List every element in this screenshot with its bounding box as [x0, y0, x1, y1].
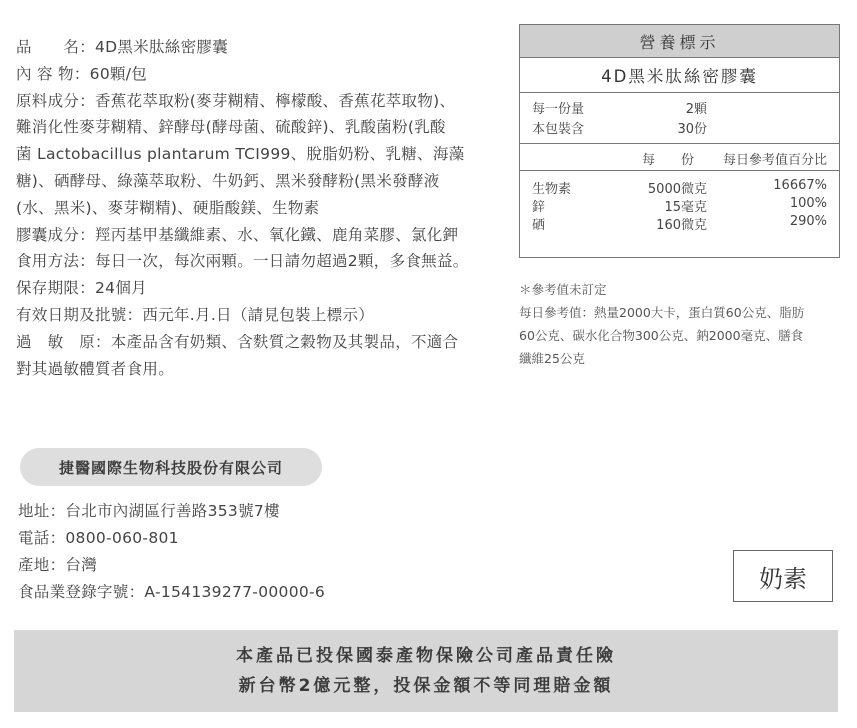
insurance-line-2: 新台幣2億元整，投保金額不等同理賠金額 [238, 676, 614, 696]
spec-contents: 內 容 物：60顆/包 [16, 64, 148, 83]
spec-ingredients-4: 糖)、硒酵母、綠藻萃取粉、牛奶鈣、黑米發酵粉(黑米發酵液 [16, 171, 440, 190]
company-name-badge: 捷醫國際生物科技股份有限公司 [20, 448, 322, 486]
serving-size-value: 2顆 [685, 102, 707, 117]
note-line: 60公克、碳水化合物300公克、鈉2000毫克、膳食 [519, 328, 804, 343]
col-daily-value: 每日參考值百分比 [722, 153, 827, 168]
nutrient-name: 硒 [532, 218, 546, 233]
company-contact [18, 498, 325, 606]
spec-expiry: 有效日期及批號：西元年.月.日（請見包裝上標示） [16, 305, 375, 324]
serving-size-label: 每一份量 [532, 102, 585, 117]
spec-ingredients-5: (水、黑米)、麥芽糊精)、硬脂酸鎂、生物素 [16, 198, 320, 217]
note-line: ＊參考值未訂定 [519, 282, 607, 297]
col-per-serving: 每 份 [642, 153, 695, 168]
company-phone: 電話：0800-060-801 [18, 529, 179, 547]
nutrient-row [532, 196, 827, 214]
spec-ingredients-3: 菌 Lactobacillus plantarum TCI999、脫脂奶粉、乳糖、海藻 [16, 145, 465, 164]
serving-size-row [532, 98, 839, 118]
nutrition-nutrients [520, 171, 839, 257]
spec-shelf-life: 保存期限：24個月 [16, 279, 147, 298]
nutrient-dv: 290% [789, 214, 827, 229]
diet-label-box: 奶素 [733, 550, 833, 602]
servings-per-pack-row [532, 118, 839, 138]
note-line: 纖維25公克 [519, 351, 585, 366]
nutrition-product-name: 4D黑米肽絲密膠囊 [520, 58, 839, 93]
spec-ingredients-2: 難消化性麥芽糊精、鋅酵母(酵母菌、硫酸鋅)、乳酸菌粉(乳酸 [16, 118, 446, 137]
nutrient-row [532, 214, 827, 232]
nutrient-row [532, 178, 827, 196]
spec-usage: 食用方法：每日一次，每次兩顆。一日請勿超過2顆，多食無益。 [16, 252, 469, 271]
note-line: 每日參考值：熱量2000大卡，蛋白質60公克、脂肪 [519, 305, 805, 320]
servings-per-pack-label: 本包裝含 [532, 122, 585, 137]
spec-ingredients-1: 原料成分：香蕉花萃取粉(麥芽糊精、檸檬酸、香蕉花萃取物)、 [16, 91, 456, 110]
spec-name: 品 名：4D黑米肽絲密膠囊 [16, 38, 228, 56]
spec-allergen-1: 過 敏 原：本產品含有奶類、含麩質之穀物及其製品，不適合 [16, 332, 459, 351]
nutrient-name: 鋅 [532, 200, 546, 215]
insurance-banner [14, 630, 838, 712]
nutrient-dv: 16667% [773, 178, 827, 193]
product-specs [16, 34, 496, 382]
nutrient-amount: 15毫克 [664, 200, 707, 215]
spec-capsule: 膠囊成分：羥丙基甲基纖維素、水、氧化鐵、鹿角菜膠、氯化鉀 [16, 225, 459, 244]
nutrient-dv: 100% [789, 196, 827, 211]
nutrient-amount: 5000微克 [647, 182, 707, 197]
spec-allergen-2: 對其過敏體質者食用。 [16, 359, 175, 378]
nutrient-name: 生物素 [532, 182, 572, 197]
company-registration: 食品業登錄字號：A-154139277-00000-6 [18, 583, 326, 601]
nutrition-serving [520, 93, 839, 144]
nutrient-amount: 160微克 [656, 218, 707, 233]
company-origin: 產地：台灣 [18, 556, 98, 574]
nutrition-table [519, 24, 840, 258]
nutrition-title: 營養標示 [520, 25, 839, 58]
company-address: 地址：台北市內湖區行善路353號7樓 [18, 502, 280, 520]
insurance-line-1: 本產品已投保國泰產物保險公司產品責任險 [236, 646, 616, 666]
servings-per-pack-value: 30份 [677, 122, 707, 137]
nutrition-notes [519, 278, 839, 370]
nutrition-column-header [520, 144, 839, 171]
